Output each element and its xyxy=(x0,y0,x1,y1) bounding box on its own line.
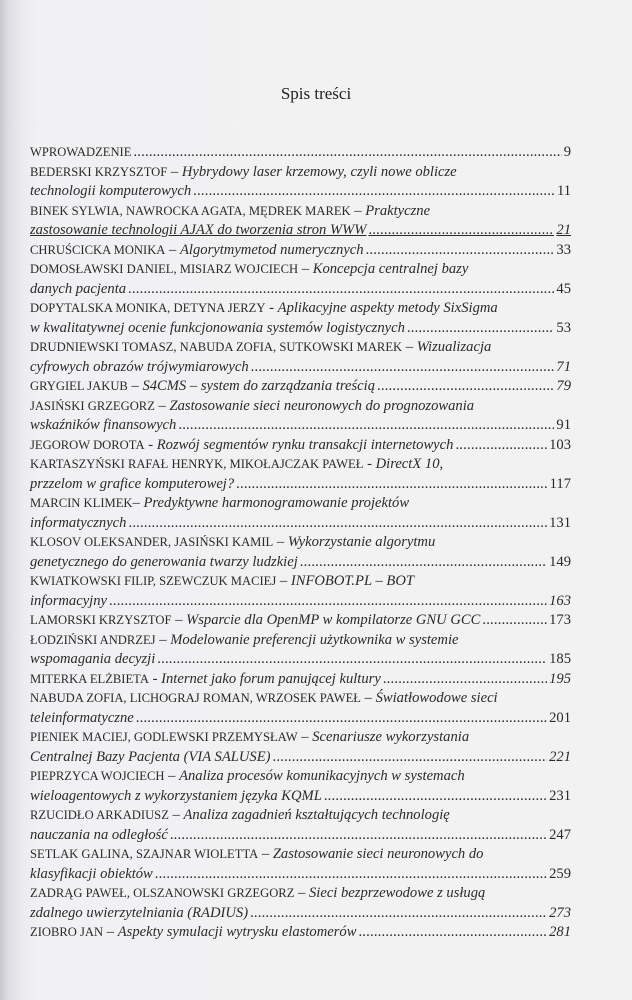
toc-entry[interactable] xyxy=(30,260,571,299)
toc-entry-line xyxy=(30,689,571,709)
entry-title: teleinformatyczne xyxy=(30,709,134,726)
toc-entry[interactable] xyxy=(30,845,571,884)
toc-entry-text xyxy=(30,319,405,339)
entry-title: Wykorzystanie algorytmu xyxy=(287,534,436,550)
entry-author: ŁODZIŃSKI ANDRZEJ xyxy=(30,632,156,647)
toc-entry-line xyxy=(30,670,571,690)
entry-title: Aplikacyjne aspekty metody SixSigma xyxy=(277,300,498,316)
toc-entry-line xyxy=(30,631,571,651)
toc-entry-line xyxy=(30,397,571,417)
entry-author: BINEK SYLWIA, NAWROCKA AGATA, MĘDREK MAREK xyxy=(30,203,351,218)
toc-entry-text xyxy=(30,709,134,729)
toc-entry-text xyxy=(30,806,450,826)
entry-page-number: 273 xyxy=(549,904,571,921)
entry-author: DRUDNIEWSKI TOMASZ, NABUDA ZOFIA, SUTKOWSKI MAREK xyxy=(30,340,403,354)
entry-author: ZADRĄG PAWEŁ, OLSZANOWSKI GRZEGORZ xyxy=(30,886,295,900)
entry-page-number: 21 xyxy=(556,222,571,238)
toc-entry-line xyxy=(30,280,571,300)
entry-author: JASIŃSKI GRZEGORZ xyxy=(30,398,155,413)
page-title: Spis treści xyxy=(280,84,352,103)
toc-entry-line xyxy=(30,299,571,319)
entry-author: CHRUŚCICKA MONIKA xyxy=(30,242,166,257)
entry-separator: – xyxy=(402,339,417,355)
entry-title: Aspekty symulacji wytrysku elastomerów xyxy=(117,924,357,940)
entry-page-number: 79 xyxy=(556,378,571,394)
toc-entry-line xyxy=(30,377,571,397)
toc-entry-line xyxy=(30,845,571,865)
entry-separator: – xyxy=(298,261,313,277)
entry-author: DOMOSŁAWSKI DANIEL, MISIARZ WOJCIECH xyxy=(30,262,299,276)
toc-entry-text xyxy=(30,631,458,651)
entry-separator: - xyxy=(148,670,162,687)
toc-entry-line xyxy=(30,416,571,436)
toc-entry-line xyxy=(30,904,571,924)
entry-title: Zastosowanie sieci neuronowych do prognozowania xyxy=(169,397,475,414)
entry-separator: – xyxy=(297,729,313,745)
toc-entry-text xyxy=(30,748,270,768)
table-of-contents xyxy=(30,143,571,943)
entry-page-number: 185 xyxy=(549,651,571,667)
entry-page-number: 163 xyxy=(549,592,571,609)
toc-entry-text xyxy=(30,260,468,280)
toc-entry[interactable] xyxy=(30,884,571,923)
toc-entry-line xyxy=(30,553,571,573)
toc-entry-text xyxy=(30,865,153,885)
entry-page-number: 221 xyxy=(549,748,571,765)
entry-title: informatycznych xyxy=(30,514,127,531)
toc-entry-text xyxy=(30,455,443,475)
toc-entry-text xyxy=(30,475,234,495)
leader-dots xyxy=(383,670,547,690)
entry-separator: – xyxy=(168,807,184,823)
leader-dots xyxy=(377,377,554,397)
entry-title: zastosowanie technologii AJAX do tworzenia stron WWW xyxy=(30,222,367,238)
toc-entry[interactable] xyxy=(30,611,571,631)
toc-entry[interactable] xyxy=(30,572,571,611)
toc-entry-text xyxy=(30,728,469,748)
entry-title: technologii komputerowych xyxy=(30,183,192,199)
entry-separator: - xyxy=(363,456,376,472)
entry-separator: – xyxy=(132,495,144,511)
toc-entry-line xyxy=(30,767,571,787)
entry-separator: – xyxy=(155,631,171,648)
toc-entry-text xyxy=(30,338,491,358)
toc-entry-text xyxy=(30,494,409,514)
entry-author: LAMORSKI KRZYSZTOF xyxy=(30,613,172,627)
toc-entry-line xyxy=(30,709,571,729)
toc-entry-line xyxy=(30,475,571,495)
entry-author: JEGOROW DOROTA xyxy=(30,437,145,452)
toc-entry[interactable] xyxy=(30,728,571,767)
entry-page-number: 247 xyxy=(549,826,571,843)
entry-separator: - xyxy=(265,300,278,316)
toc-entry-line xyxy=(30,865,571,885)
toc-entry[interactable] xyxy=(30,806,571,845)
toc-entry[interactable] xyxy=(30,377,571,397)
entry-author: BEDERSKI KRZYSZTOF xyxy=(30,164,168,179)
leader-dots xyxy=(157,650,547,670)
toc-entry-line xyxy=(30,514,571,534)
leader-dots xyxy=(407,319,555,339)
toc-entry-text xyxy=(30,845,483,865)
leader-dots xyxy=(358,923,547,943)
leader-dots xyxy=(136,709,547,729)
toc-entry[interactable] xyxy=(30,455,571,494)
toc-entry-line xyxy=(30,806,571,826)
toc-entry-text xyxy=(30,280,126,300)
toc-entry-line xyxy=(30,533,571,553)
entry-title: Centralnej Bazy Pacjenta (VIA SALUSE) xyxy=(30,748,271,765)
toc-entry-line xyxy=(30,572,571,592)
toc-entry-line xyxy=(30,358,571,378)
toc-entry-text xyxy=(30,670,381,690)
entry-title: Scenariusze wykorzystania xyxy=(312,729,470,745)
toc-entry-text xyxy=(30,397,474,417)
toc-entry[interactable] xyxy=(30,494,571,533)
entry-separator: - xyxy=(144,436,157,453)
toc-entry-text xyxy=(30,533,435,553)
toc-entry-line xyxy=(30,592,571,612)
toc-entry-text xyxy=(30,553,298,573)
toc-entry[interactable] xyxy=(30,397,571,436)
toc-entry-line xyxy=(30,455,571,475)
leader-dots xyxy=(324,787,547,807)
toc-entry-line xyxy=(30,728,571,748)
entry-separator: – xyxy=(167,163,182,180)
toc-entry-line xyxy=(30,923,571,943)
entry-author: MITERKA ELŻBIETA xyxy=(30,671,149,686)
entry-separator: – xyxy=(350,202,366,219)
entry-page-number: 45 xyxy=(556,280,571,297)
entry-page-number: 9 xyxy=(563,144,571,160)
toc-entry-line xyxy=(30,884,571,904)
toc-entry-text xyxy=(30,358,249,378)
leader-dots xyxy=(300,553,547,573)
toc-entry-text xyxy=(30,611,480,631)
leader-dots xyxy=(133,143,561,163)
toc-entry[interactable] xyxy=(30,299,571,338)
entry-author: KWIATKOWSKI FILIP, SZEWCZUK MACIEJ xyxy=(30,574,277,588)
entry-author: KLOSOV OLEKSANDER, JASIŃSKI KAMIL xyxy=(30,535,274,549)
entry-author: ZIOBRO JAN xyxy=(30,925,104,939)
toc-entry-line xyxy=(30,826,571,846)
entry-author: KARTASZYŃSKI RAFAŁ HENRYK, MIKOŁAJCZAK PAWEŁ xyxy=(30,457,364,471)
leader-dots xyxy=(128,280,554,300)
entry-page-number: 281 xyxy=(549,924,571,940)
entry-page-number: 11 xyxy=(556,183,571,199)
toc-entry-line xyxy=(30,787,571,807)
entry-title: Praktyczne xyxy=(365,202,431,219)
toc-entry[interactable] xyxy=(30,436,571,456)
entry-title: Algorytmymetod numerycznych xyxy=(180,241,364,258)
toc-entry[interactable] xyxy=(30,767,571,806)
leader-dots xyxy=(272,748,547,768)
entry-title: Hybrydowy laser krzemowy, czyli nowe oblicze xyxy=(181,163,457,180)
toc-entry-line xyxy=(30,202,571,222)
toc-entry[interactable] xyxy=(30,670,571,690)
toc-entry-line xyxy=(30,260,571,280)
toc-entry-line xyxy=(30,748,571,768)
toc-entry-text xyxy=(30,689,498,709)
entry-author: MARCIN KLIMEK xyxy=(30,496,133,510)
entry-title: Koncepcja centralnej bazy xyxy=(312,261,469,277)
entry-separator: – xyxy=(361,690,376,706)
entry-title: przzelom w grafice komputerowej? xyxy=(30,475,235,492)
entry-author: WPROWADZENIE xyxy=(30,145,132,159)
toc-entry-text xyxy=(30,377,375,397)
entry-title: Rozwój segmentów rynku transakcji internetowych xyxy=(156,436,454,453)
entry-page-number: 131 xyxy=(549,514,571,531)
entry-page-number: 53 xyxy=(556,319,571,336)
entry-separator: – xyxy=(258,846,273,862)
entry-title: genetycznego do generowania twarzy ludzkiej xyxy=(30,553,298,570)
entry-title: wspomagania decyzji xyxy=(30,651,156,667)
toc-entry-text xyxy=(30,163,457,183)
entry-separator: – xyxy=(165,241,180,258)
toc-entry-line xyxy=(30,221,571,241)
toc-entry-line xyxy=(30,143,571,163)
entry-separator: – xyxy=(294,885,309,901)
toc-entry-line xyxy=(30,319,571,339)
toc-entry-text xyxy=(30,787,322,807)
leader-dots xyxy=(109,592,547,612)
toc-entry-line xyxy=(30,182,571,202)
entry-title: Predyktywne harmonogramowanie projektów xyxy=(143,495,410,511)
leader-dots xyxy=(250,904,547,924)
leader-dots xyxy=(178,416,554,436)
toc-entry-line xyxy=(30,163,571,183)
entry-title: klasyfikacji obiektów xyxy=(30,865,153,882)
leader-dots xyxy=(251,358,555,378)
entry-title: INFOBOT.PL – BOT xyxy=(290,573,414,589)
entry-title: Światłowodowe sieci xyxy=(375,690,498,706)
toc-entry[interactable] xyxy=(30,163,571,202)
toc-entry-text xyxy=(30,826,168,846)
leader-dots xyxy=(368,221,554,241)
entry-page-number: 91 xyxy=(556,417,571,433)
entry-separator: – xyxy=(273,534,288,550)
entry-author: PIENIEK MACIEJ, GODLEWSKI PRZEMYSŁAW xyxy=(30,730,298,744)
entry-title: w kwalitatywnej ocenie funkcjonowania systemów logistycznych xyxy=(30,319,405,336)
toc-entry-text xyxy=(30,143,131,163)
toc-entry-line xyxy=(30,650,571,670)
toc-entry[interactable] xyxy=(30,631,571,670)
entry-title: Analiza zagadnień kształtujących technologię xyxy=(183,807,450,823)
toc-entry-text xyxy=(30,514,126,534)
entry-title: S4CMS – system do zarządzania treścią xyxy=(142,378,375,394)
entry-separator: – xyxy=(276,573,291,589)
toc-entry-text xyxy=(30,416,176,436)
entry-title: Analiza procesów komunikacyjnych w systemach xyxy=(179,768,465,784)
entry-author: PIEPRZYCA WOJCIECH xyxy=(30,769,165,783)
entry-separator: – xyxy=(164,768,180,784)
entry-page-number: 231 xyxy=(549,787,571,804)
toc-entry-text xyxy=(30,650,155,670)
toc-entry-line xyxy=(30,241,571,261)
entry-title: Wizualizacja xyxy=(416,339,492,355)
entry-separator: – xyxy=(154,397,170,414)
entry-title: Wsparcie dla OpenMP w kompilatorze GNU GCC xyxy=(186,612,481,628)
entry-separator: – xyxy=(103,924,118,940)
toc-entry-text xyxy=(30,241,364,261)
entry-title: Sieci bezprzewodowe z usługą xyxy=(308,885,486,901)
entry-title: Internet jako forum panującej kultury xyxy=(161,670,381,687)
toc-entry-line xyxy=(30,436,571,456)
leader-dots xyxy=(155,865,547,885)
entry-page-number: 195 xyxy=(549,670,571,687)
entry-title: wskaźników finansowych xyxy=(30,417,177,433)
toc-entry[interactable] xyxy=(30,241,571,261)
entry-page-number: 173 xyxy=(549,612,571,628)
leader-dots xyxy=(170,826,547,846)
entry-page-number: 117 xyxy=(549,475,571,492)
toc-entry-text xyxy=(30,221,366,241)
toc-entry-text xyxy=(30,767,465,787)
entry-separator: – xyxy=(127,378,143,394)
leader-dots xyxy=(193,182,555,202)
entry-title: DirectX 10, xyxy=(375,456,444,472)
entry-title: nauczania na odległość xyxy=(30,826,168,843)
entry-page-number: 259 xyxy=(549,865,571,882)
toc-entry-text xyxy=(30,923,356,943)
toc-entry-line xyxy=(30,611,571,631)
leader-dots xyxy=(236,475,547,495)
toc-entry[interactable] xyxy=(30,143,571,163)
entry-author: GRYGIEL JAKUB xyxy=(30,379,128,393)
entry-page-number: 71 xyxy=(556,358,571,375)
entry-title: zdalnego uwierzytelniania (RADIUS) xyxy=(30,904,249,921)
toc-entry-text xyxy=(30,592,107,612)
entry-author: RZUCIDŁO ARKADIUSZ xyxy=(30,808,169,822)
toc-entry[interactable] xyxy=(30,338,571,377)
entry-title: informacyjny xyxy=(30,592,108,609)
toc-entry[interactable] xyxy=(30,923,571,943)
entry-title: Zastosowanie sieci neuronowych do xyxy=(272,846,484,862)
toc-entry-line xyxy=(30,494,571,514)
entry-title: wieloagentowych z wykorzystaniem języka KQML xyxy=(30,787,322,804)
entry-author: DOPYTALSKA MONIKA, DETYNA JERZY xyxy=(30,301,266,315)
toc-entry-text xyxy=(30,884,485,904)
entry-separator: – xyxy=(171,612,187,628)
entry-author: NABUDA ZOFIA, LICHOGRAJ ROMAN, WRZOSEK PAWEŁ xyxy=(30,691,361,705)
toc-entry-line xyxy=(30,338,571,358)
entry-title: Modelowanie preferencji użytkownika w systemie xyxy=(170,631,459,648)
toc-entry[interactable] xyxy=(30,202,571,241)
toc-entry-text xyxy=(30,904,248,924)
entry-page-number: 33 xyxy=(556,241,571,258)
toc-entry-text xyxy=(30,299,498,319)
entry-title: danych pacjenta xyxy=(30,280,127,297)
entry-page-number: 201 xyxy=(549,709,571,726)
entry-page-number: 149 xyxy=(549,553,571,570)
toc-entry[interactable] xyxy=(30,689,571,728)
entry-page-number: 103 xyxy=(549,436,571,453)
leader-dots xyxy=(128,514,547,534)
entry-title: cyfrowych obrazów trójwymiarowych xyxy=(30,358,249,375)
toc-entry[interactable] xyxy=(30,533,571,572)
toc-entry-text xyxy=(30,436,453,456)
leader-dots xyxy=(366,241,555,261)
leader-dots xyxy=(482,611,547,631)
toc-entry-text xyxy=(30,202,430,222)
entry-author: SETLAK GALINA, SZAJNAR WIOLETTA xyxy=(30,847,259,861)
toc-entry-text xyxy=(30,182,191,202)
toc-entry-text xyxy=(30,572,414,592)
leader-dots xyxy=(455,436,547,456)
